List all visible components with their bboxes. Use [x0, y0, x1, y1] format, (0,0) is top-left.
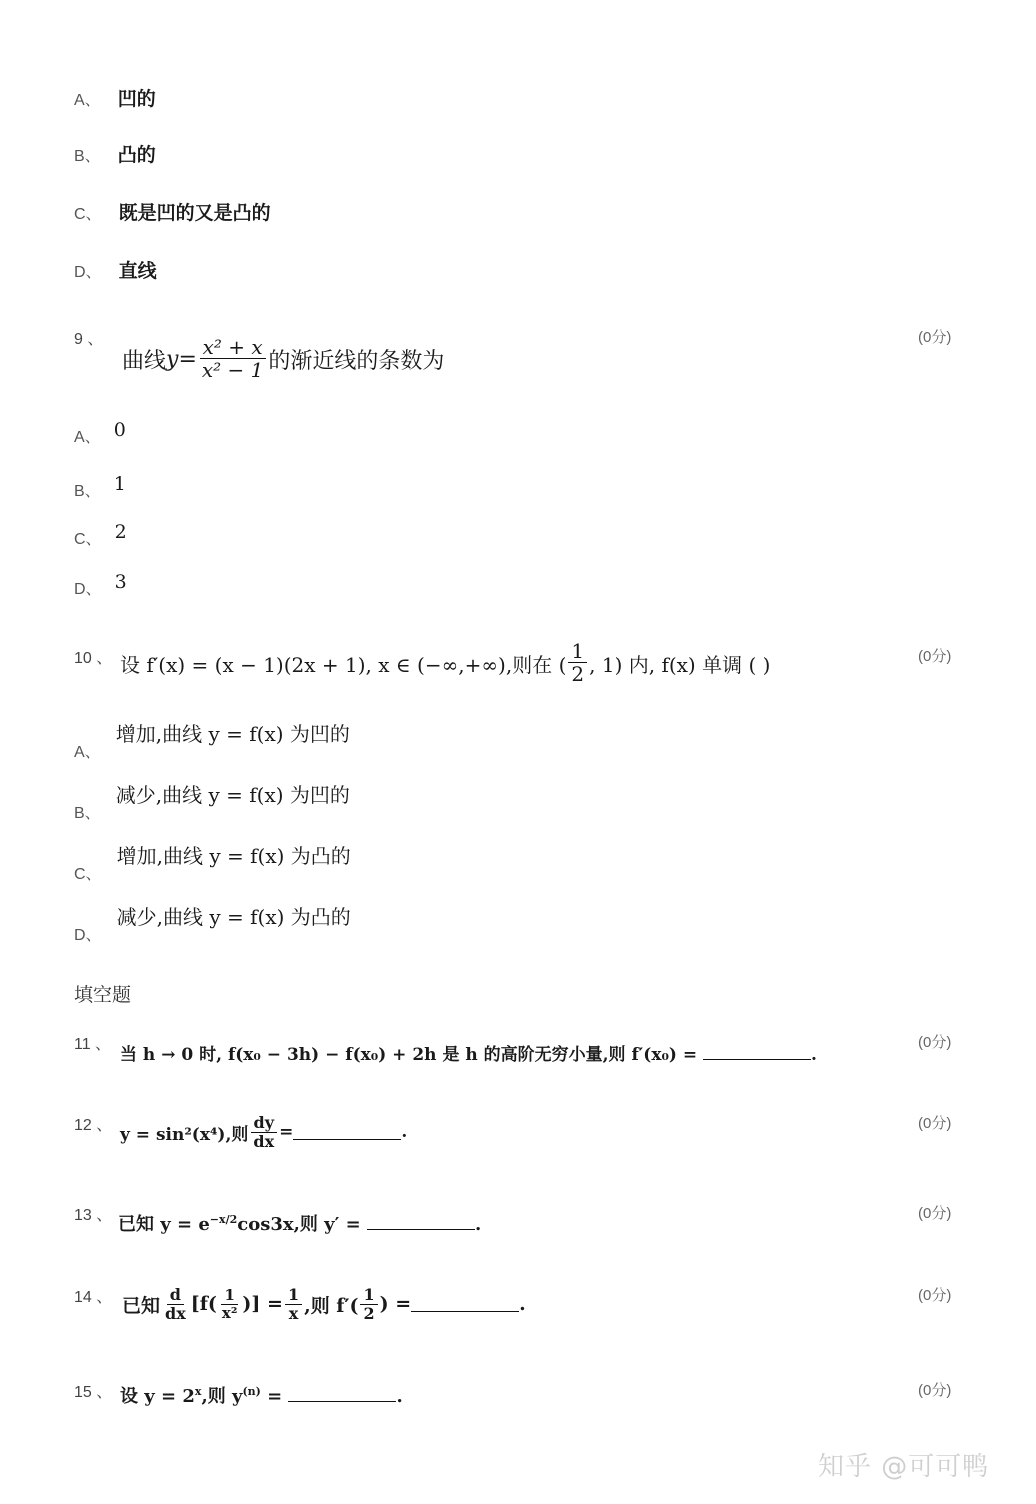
section-title: 填空题: [74, 985, 132, 1006]
stem-text: )] =: [242, 1293, 283, 1316]
option-text: 2: [114, 521, 127, 543]
question-score: (0分): [918, 329, 952, 346]
fraction-denominator: x² − 1: [201, 358, 264, 382]
fraction-numerator: 1: [221, 1287, 237, 1305]
fraction: [199, 336, 267, 382]
option-label: B、: [74, 148, 101, 165]
stem-text: =: [279, 1122, 294, 1143]
stem-text: =: [260, 1386, 289, 1407]
question-number: 15 、: [74, 1384, 113, 1401]
question-stem: [122, 1286, 526, 1323]
option-text: 直线: [118, 260, 157, 282]
answer-blank[interactable]: [293, 1125, 401, 1140]
option-label: A、: [74, 92, 101, 109]
fraction-denominator: dx: [165, 1303, 186, 1323]
stem-exponent: (n): [242, 1385, 261, 1398]
option-text: 增加,曲线 y = f(x) 为凸的: [116, 844, 351, 868]
option-a[interactable]: [74, 84, 156, 111]
answer-blank[interactable]: [703, 1045, 811, 1060]
fraction-numerator: dy: [251, 1114, 277, 1133]
stem-part: , 1) 内, f(x) 单调 ( ): [589, 652, 771, 677]
stem-end: .: [474, 1214, 482, 1235]
question-score: (0分): [918, 1287, 952, 1304]
option-text: 减少,曲线 y = f(x) 为凹的: [115, 783, 350, 807]
option-text: 既是凹的又是凸的: [118, 202, 271, 224]
stem-exponent: x: [194, 1385, 202, 1398]
fraction-numerator: 1: [285, 1286, 302, 1305]
fraction-numerator: x² + x: [200, 336, 266, 359]
fraction-numerator: d: [167, 1286, 184, 1305]
answer-blank[interactable]: [367, 1215, 475, 1230]
question-number: 11 、: [74, 1036, 112, 1053]
stem-exponent: −x/2: [209, 1213, 238, 1226]
option-a[interactable]: [74, 419, 126, 447]
fraction-denominator: x²: [221, 1303, 238, 1322]
option-label: C、: [74, 866, 102, 883]
question-score: (0分): [918, 648, 952, 665]
option-d[interactable]: [74, 571, 127, 599]
stem-text: 已知 y = e: [118, 1214, 210, 1235]
stem-text: [f(: [190, 1293, 217, 1316]
question-number: 10 、: [74, 650, 113, 667]
question-score: (0分): [918, 1115, 952, 1132]
stem-end: .: [401, 1122, 408, 1143]
option-label: B、: [74, 483, 101, 500]
question-score: (0分): [918, 1205, 952, 1222]
stem-end: .: [396, 1386, 403, 1407]
option-label: D、: [74, 581, 102, 598]
fraction-denominator: 2: [571, 662, 585, 686]
stem-suffix: 的渐近线的条数为: [268, 348, 445, 374]
stem-text: cos3x,则 y′ =: [237, 1214, 367, 1235]
question-stem: [122, 336, 444, 382]
stem-text: ,则 f′(: [304, 1294, 359, 1317]
fraction-denominator: x: [288, 1303, 299, 1323]
option-label: B、: [74, 805, 101, 822]
answer-blank[interactable]: [411, 1297, 519, 1312]
fraction: [285, 1286, 302, 1323]
option-b[interactable]: [74, 473, 126, 501]
question-stem: [120, 640, 770, 686]
stem-var: y: [166, 346, 179, 372]
question-number: 14 、: [74, 1289, 113, 1306]
fraction-denominator: 2: [363, 1303, 375, 1323]
fraction: [360, 1286, 377, 1323]
question-number: 12 、: [74, 1117, 113, 1134]
option-c[interactable]: [74, 198, 271, 225]
option-text: 1: [113, 473, 126, 495]
fraction: [219, 1287, 241, 1322]
fraction-numerator: 1: [360, 1286, 377, 1305]
stem-prefix: 曲线: [122, 348, 167, 374]
option-label: D、: [74, 927, 102, 944]
watermark: 知乎 @可可鸭: [818, 1452, 990, 1482]
fraction: [568, 640, 587, 686]
option-text: 凹的: [117, 88, 156, 110]
option-text: 3: [114, 571, 127, 593]
question-stem: [120, 1114, 407, 1151]
answer-blank[interactable]: [288, 1387, 396, 1402]
option-a[interactable]: [74, 718, 350, 761]
stem-text: 设 y = 2: [120, 1386, 195, 1407]
stem-eq: =: [178, 346, 197, 372]
question-number: 13 、: [74, 1207, 113, 1224]
question-stem: [120, 1382, 403, 1408]
question-stem: [118, 1210, 481, 1236]
stem-text: ) =: [379, 1293, 412, 1316]
option-text: 凸的: [117, 144, 156, 166]
option-b[interactable]: [74, 140, 156, 167]
question-score: (0分): [918, 1034, 952, 1051]
stem-part: 设 f′(x) = (x − 1)(2x + 1), x ∈ (−∞,+∞),则在 (: [120, 652, 567, 677]
question-number: 9 、: [74, 331, 104, 348]
stem-text: ,则 y: [201, 1386, 243, 1407]
option-text: 增加,曲线 y = f(x) 为凹的: [115, 722, 350, 746]
stem-end: .: [811, 1045, 817, 1065]
fraction-numerator: 1: [568, 640, 587, 663]
question-score: (0分): [918, 1382, 952, 1399]
option-b[interactable]: [74, 779, 350, 822]
stem-text: 当 h → 0 时, f(x₀ − 3h) − f(x₀) + 2h 是 h 的高阶无穷小量,则 f′(x₀) =: [120, 1045, 704, 1065]
option-d[interactable]: [74, 256, 157, 283]
stem-text: y = sin²(x⁴),则: [120, 1124, 249, 1145]
option-label: C、: [74, 206, 102, 223]
option-label: C、: [74, 531, 102, 548]
option-d[interactable]: [74, 901, 351, 944]
stem-end: .: [519, 1293, 526, 1316]
option-text: 减少,曲线 y = f(x) 为凸的: [116, 905, 351, 929]
fraction: [162, 1286, 189, 1323]
stem-text: 已知: [122, 1294, 161, 1317]
fraction: [250, 1114, 277, 1151]
option-text: 0: [113, 419, 126, 441]
option-label: A、: [74, 744, 101, 761]
fraction-denominator: dx: [253, 1131, 275, 1151]
option-label: A、: [74, 429, 101, 446]
question-stem: [120, 1040, 817, 1065]
option-label: D、: [74, 264, 102, 281]
option-c[interactable]: [74, 840, 351, 883]
option-c[interactable]: [74, 521, 127, 549]
